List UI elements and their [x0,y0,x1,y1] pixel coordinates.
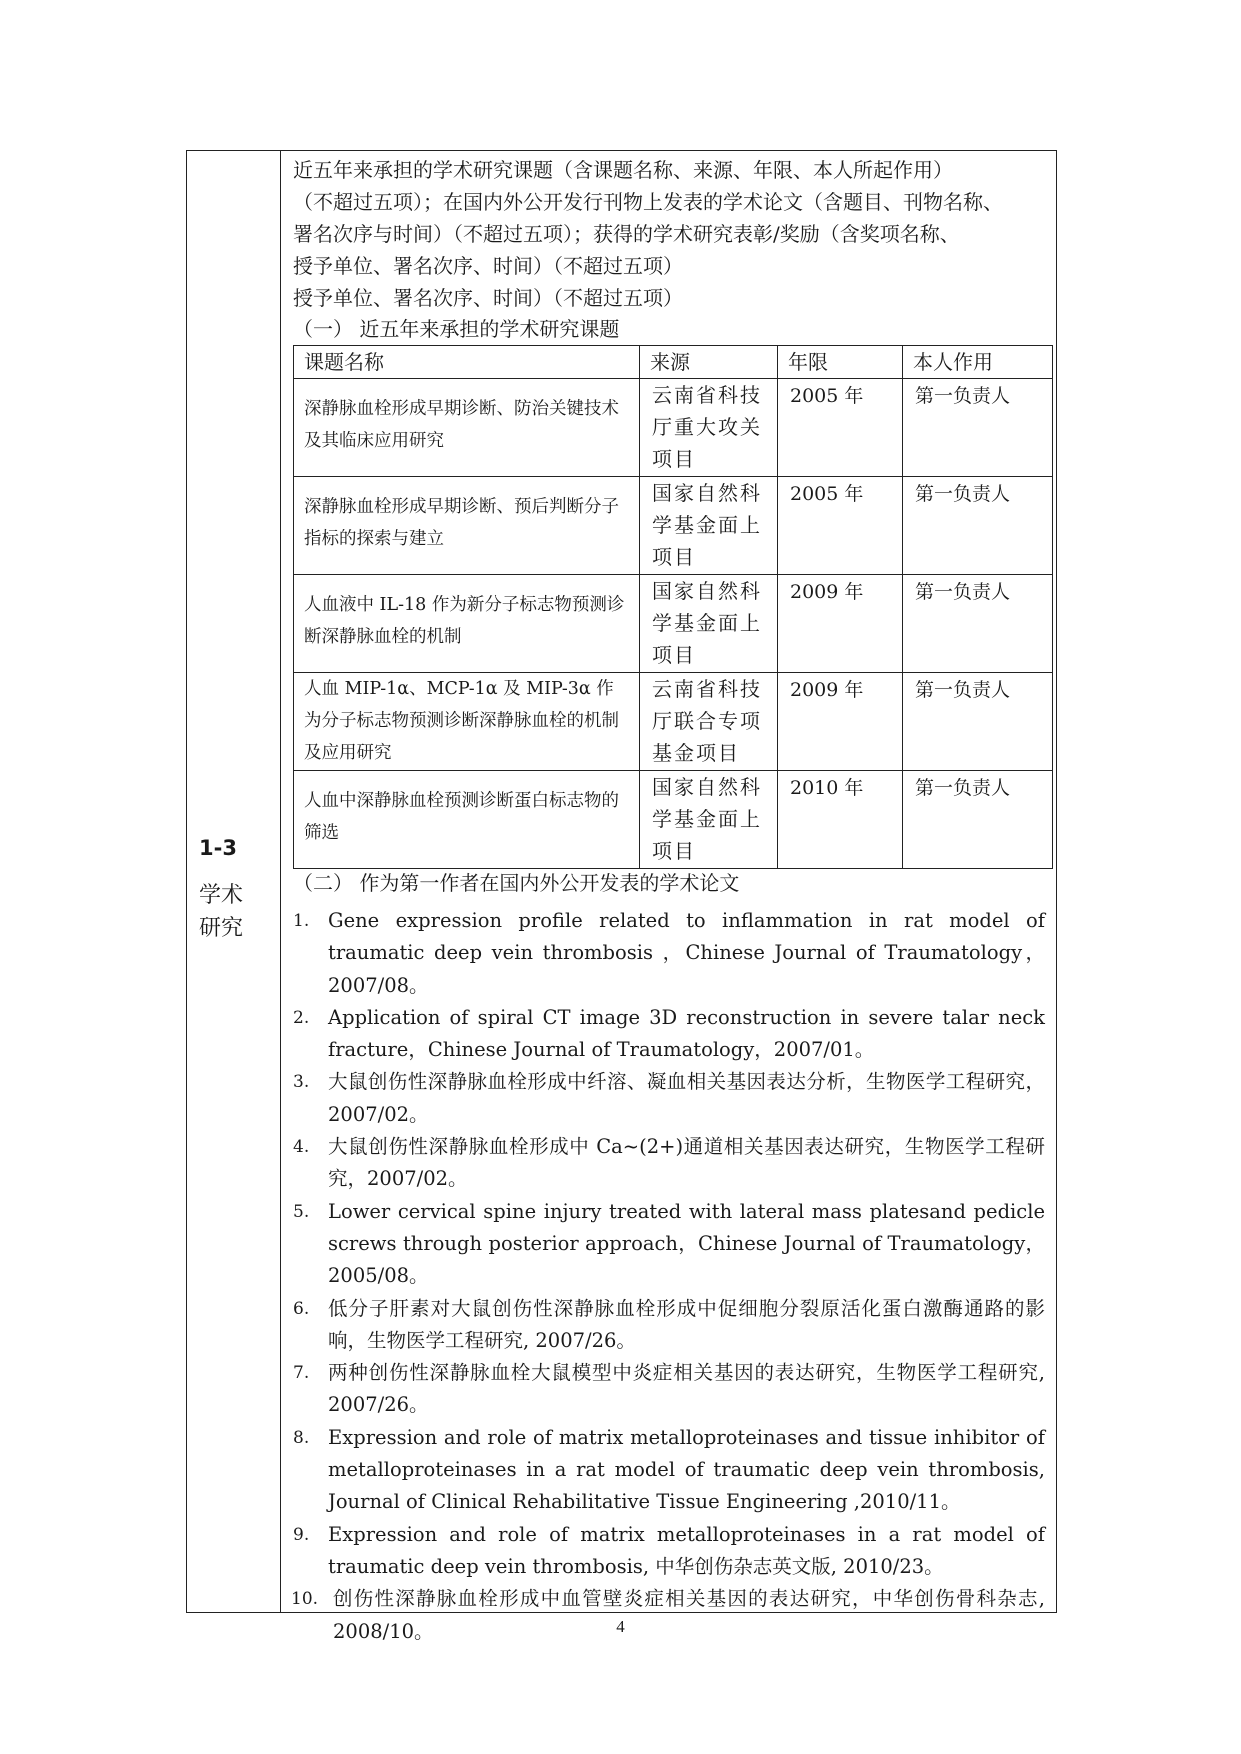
item-number: 2. [293,1007,310,1028]
instruction-line: （不超过五项）；在国内外公开发行刊物上发表的学术论文（含题目、刊物名称、 [293,190,1003,214]
list-item [293,1422,1045,1519]
project-role: 第一负责人 [903,477,1053,575]
project-year: 2009 年 [778,575,903,673]
papers-heading: （二） 作为第一作者在国内外公开发表的学术论文 [293,871,740,895]
item-number: 7. [293,1363,310,1384]
col-header-role: 本人作用 [903,346,1053,379]
item-number: 4. [293,1137,310,1158]
list-item [293,905,1045,1002]
col-header-year: 年限 [778,346,903,379]
paper-citation: 创伤性深静脉血栓形成中血管壁炎症相关基因的表达研究，中华创伤骨科杂志, 2008/10。 [333,1587,1045,1643]
projects-table-header [294,346,1053,379]
paper-citation: Gene expression profile related to inflammation in rat model of traumatic deep vein thrombosis ，Chinese Journal of Traumatology，2007/08。 [328,909,1045,997]
project-name: 人血中深静脉血栓预测诊断蛋白标志物的筛选 [294,771,640,869]
project-name: 深静脉血栓形成早期诊断、防治关键技术及其临床应用研究 [294,379,640,477]
section-title-line-2: 研究 [199,916,244,941]
page-number: 4 [616,1617,625,1636]
instruction-line: 近五年来承担的学术研究课题（含课题名称、来源、年限、本人所起作用） [293,158,953,182]
paper-citation: Lower cervical spine injury treated with lateral mass platesand pedicle screws through posterior approach，Chinese Journal of Traumatology，2005/08。 [328,1199,1045,1288]
project-name: 人血 MIP-1α、MCP-1α 及 MIP-3α 作为分子标志物预测诊断深静脉血栓的机制及应用研究 [294,673,640,771]
project-role: 第一负责人 [903,771,1053,869]
list-item [293,1293,1045,1358]
project-name: 深静脉血栓形成早期诊断、预后判断分子指标的探索与建立 [294,477,640,575]
section-number: 1-3 [199,836,237,860]
form-table [186,150,1057,1643]
project-year: 2005 年 [778,477,903,575]
item-number: 1. [293,911,310,931]
item-number: 8. [293,1427,310,1448]
list-item [293,1196,1045,1293]
project-source: 云南省科技厅联合专项基金项目 [640,673,778,771]
paper-citation: 大鼠创伤性深静脉血栓形成中 Ca~(2+)通道相关基因表达研究，生物医学工程研究，2007/02。 [328,1135,1045,1191]
table-row [294,771,1053,869]
list-item [293,1357,1045,1422]
list-item [293,1002,1045,1067]
list-item [293,1583,1045,1648]
table-row [294,379,1053,477]
table-row [294,673,1053,771]
instruction-line: 授予单位、署名次序、时间）（不超过五项） [293,286,683,310]
paper-citation: 大鼠创伤性深静脉血栓形成中纤溶、凝血相关基因表达分析，生物医学工程研究，2007/02。 [328,1070,1045,1126]
project-name: 人血液中 IL-18 作为新分子标志物预测诊断深静脉血栓的机制 [294,575,640,673]
list-item [293,1066,1045,1131]
project-year: 2005 年 [778,379,903,477]
instruction-line: 署名次序与时间）（不超过五项）；获得的学术研究表彰/奖励（含奖项名称、 [293,222,960,246]
item-number: 5. [293,1201,310,1222]
section-instructions [293,154,1059,314]
project-role: 第一负责人 [903,673,1053,771]
instruction-line: 授予单位、署名次序、时间）（不超过五项） [293,254,683,278]
projects-heading: （一） 近五年来承担的学术研究课题 [293,317,620,341]
table-row [294,575,1053,673]
paper-citation: 两种创伤性深静脉血栓大鼠模型中炎症相关基因的表达研究，生物医学工程研究, 2007/26。 [328,1361,1045,1417]
list-item [293,1131,1045,1196]
project-role: 第一负责人 [903,379,1053,477]
project-year: 2009 年 [778,673,903,771]
project-source: 云南省科技厅重大攻关项目 [640,379,778,477]
project-source: 国家自然科学基金面上项目 [640,771,778,869]
col-header-name: 课题名称 [294,346,640,379]
projects-table [293,345,1053,869]
section-title [199,879,243,945]
item-number: 10. [291,1589,319,1610]
section-title-line-1: 学术 [199,883,244,908]
list-item [293,1519,1045,1584]
project-source: 国家自然科学基金面上项目 [640,575,778,673]
paper-citation: Application of spiral CT image 3D reconstruction in severe talar neck fracture，Chinese Journal of Traumatology，2007/01。 [328,1005,1045,1062]
paper-citation: 低分子肝素对大鼠创伤性深静脉血栓形成中促细胞分裂原活化蛋白激酶通路的影响，生物医学工程研究, 2007/26。 [328,1296,1045,1352]
project-source: 国家自然科学基金面上项目 [640,477,778,575]
papers-list [293,905,1045,1648]
project-year: 2010 年 [778,771,903,869]
item-number: 6. [293,1298,310,1319]
paper-citation: Expression and role of matrix metalloproteinases and tissue inhibitor of metalloproteinases in a rat model of traumatic deep vein thrombosis, Journal of Clinical Rehabilitative Tissue Engineering ,2010/11。 [328,1425,1045,1514]
table-row [294,477,1053,575]
item-number: 9. [293,1524,310,1545]
item-number: 3. [293,1072,310,1093]
paper-citation: Expression and role of matrix metalloproteinases in a rat model of traumatic deep vein thrombosis, 中华创伤杂志英文版, 2010/23。 [328,1522,1045,1578]
project-role: 第一负责人 [903,575,1053,673]
col-header-source: 来源 [640,346,778,379]
section-label-column [187,151,281,1612]
